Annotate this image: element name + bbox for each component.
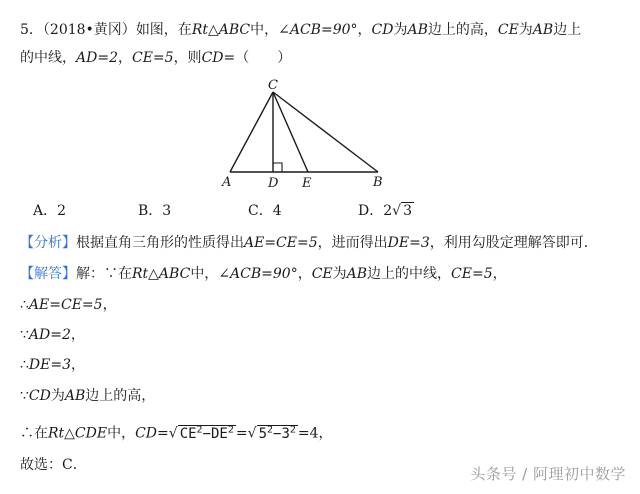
math: Rt△CDE bbox=[48, 425, 108, 442]
solution-line-2 bbox=[20, 295, 117, 315]
text: −DE bbox=[202, 425, 228, 442]
choice-value: 4 bbox=[272, 203, 282, 219]
solution-line-3 bbox=[20, 325, 85, 345]
math: DE=3 bbox=[387, 235, 430, 251]
text: 5 bbox=[258, 425, 267, 442]
exponent: 2 bbox=[227, 424, 234, 435]
math: CE=5 bbox=[131, 50, 174, 66]
text: ∵ bbox=[20, 327, 29, 343]
text: 中， bbox=[107, 425, 136, 442]
final-answer: 故选：C． bbox=[20, 457, 87, 473]
sqrt-expression-1: √ $CE^2-DE^2$ bbox=[168, 424, 234, 442]
exponent: 2 bbox=[267, 424, 274, 435]
math: AB bbox=[346, 266, 368, 282]
math: CE=5 bbox=[451, 266, 493, 282]
text: ， bbox=[297, 266, 312, 282]
choice-c bbox=[248, 201, 282, 221]
label-d: D bbox=[268, 176, 279, 191]
choice-letter: A． bbox=[33, 203, 58, 219]
choice-letter: C． bbox=[248, 203, 273, 219]
text: ∴在 bbox=[20, 425, 48, 442]
text: 边上 bbox=[553, 22, 582, 38]
text: 边上的高， bbox=[427, 22, 498, 38]
choice-d bbox=[358, 201, 414, 221]
label-a: A bbox=[222, 175, 232, 190]
text: ， bbox=[70, 327, 85, 343]
segment-ce bbox=[273, 92, 308, 172]
math: CD= bbox=[135, 425, 169, 442]
label-b: B bbox=[373, 175, 383, 190]
text: 解：∵在 bbox=[76, 266, 132, 282]
math: CE bbox=[497, 22, 519, 38]
solution-line-5 bbox=[20, 386, 155, 406]
text: 如图，在 bbox=[135, 22, 192, 38]
analysis-tag: 【分析】 bbox=[20, 235, 76, 251]
math: CE bbox=[311, 266, 333, 282]
math: AD=2 bbox=[28, 327, 71, 343]
exponent: 2 bbox=[289, 424, 296, 435]
math: AE=CE=5 bbox=[244, 235, 318, 251]
radicand: 3 bbox=[403, 203, 412, 219]
text: 根据直角三角形的性质得出 bbox=[76, 235, 244, 251]
text: = bbox=[235, 425, 248, 442]
segment-ca bbox=[230, 92, 273, 172]
text: =4， bbox=[297, 425, 333, 442]
math: CD bbox=[28, 388, 51, 404]
solution-line-7 bbox=[20, 455, 87, 475]
math: ∠ACB=90° bbox=[278, 22, 358, 38]
solution-line-6 bbox=[20, 420, 333, 444]
choice-value: 2 bbox=[383, 203, 393, 219]
text: 中， bbox=[190, 266, 219, 282]
text: ， bbox=[492, 266, 507, 282]
text: 为 bbox=[332, 266, 347, 282]
segment-cb bbox=[273, 92, 378, 172]
exponent: 2 bbox=[196, 424, 203, 435]
text: ，利用勾股定理解答即可． bbox=[429, 235, 598, 251]
math: AD=2 bbox=[76, 50, 118, 66]
watermark: 头条号 / 阿理初中数学 bbox=[470, 465, 626, 483]
text: 中， bbox=[250, 22, 279, 38]
text: CE bbox=[179, 425, 197, 442]
sqrt-expression-2: √ $5^2-3^2$ bbox=[247, 424, 296, 442]
text: ，则 bbox=[173, 50, 202, 66]
sqrt: √ 3 bbox=[392, 203, 412, 219]
label-c: C bbox=[268, 78, 278, 93]
text: 为 bbox=[50, 388, 65, 404]
text: ， bbox=[357, 22, 372, 38]
math: AE=CE=5 bbox=[28, 297, 103, 313]
text: 为 bbox=[518, 22, 533, 38]
math: DE=3 bbox=[28, 357, 72, 373]
math: AB bbox=[532, 22, 554, 38]
text: ， bbox=[117, 50, 132, 66]
label-e: E bbox=[302, 176, 312, 191]
math: ∠ACB=90° bbox=[218, 266, 298, 282]
choice-value: 3 bbox=[162, 203, 172, 219]
solution-line-4 bbox=[20, 355, 85, 375]
text: ∵ bbox=[20, 388, 29, 404]
answer-blank: （ ） bbox=[235, 50, 292, 66]
math: CD bbox=[371, 22, 394, 38]
math: AB bbox=[407, 22, 428, 38]
math: Rt△ABC bbox=[132, 266, 191, 282]
math: AB bbox=[64, 388, 86, 404]
text: ∴ bbox=[20, 297, 29, 313]
text: 的中线， bbox=[20, 50, 76, 66]
text: 边上的高， bbox=[85, 388, 156, 404]
choice-letter: B． bbox=[138, 203, 163, 219]
text: −3 bbox=[273, 425, 290, 442]
text: 为 bbox=[393, 22, 408, 38]
analysis-line bbox=[20, 233, 598, 253]
text: ，进而得出 bbox=[317, 235, 388, 251]
choice-a bbox=[33, 201, 66, 221]
choice-value: 2 bbox=[57, 203, 67, 219]
text: 边上的中线， bbox=[367, 266, 452, 282]
text: ∴ bbox=[20, 357, 29, 373]
solution-tag: 【解答】 bbox=[20, 266, 76, 282]
choice-b bbox=[138, 201, 171, 221]
text: ， bbox=[102, 297, 117, 313]
solution-line-1 bbox=[20, 264, 507, 284]
choice-letter: D． bbox=[358, 203, 384, 219]
question-number: 5． bbox=[20, 22, 43, 38]
math: Rt△ABC bbox=[191, 22, 251, 38]
text: ， bbox=[71, 357, 86, 373]
right-angle-mark bbox=[273, 163, 282, 172]
math: CD= bbox=[201, 50, 236, 66]
question-source: （2018•黄冈） bbox=[42, 22, 136, 38]
